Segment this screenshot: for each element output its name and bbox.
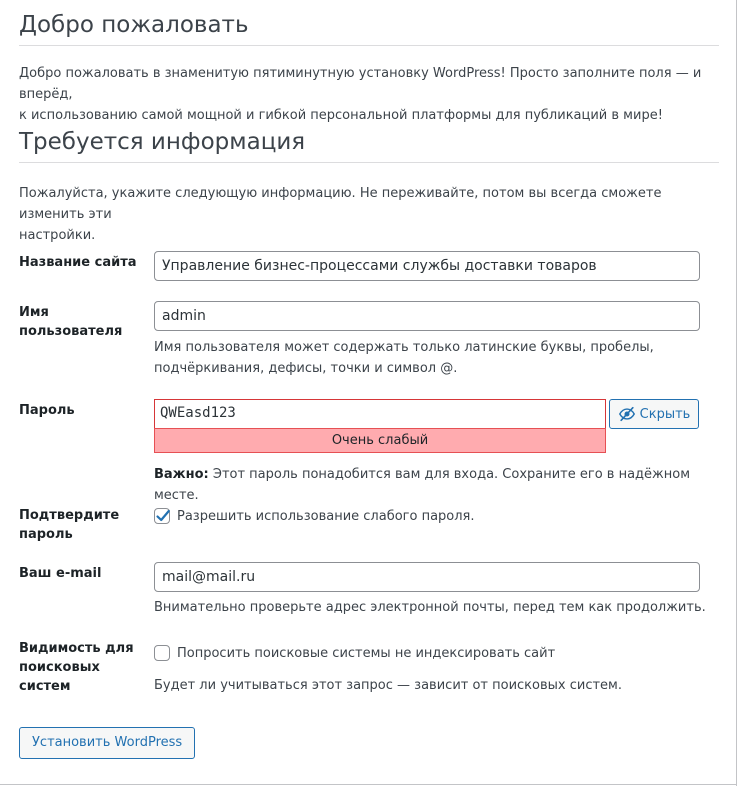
username-input[interactable] <box>154 301 700 331</box>
password-important-text: Этот пароль понадобится вам для входа. Сохраните его в надёжном месте. <box>154 467 691 503</box>
info-title: Требуется информация <box>19 129 306 155</box>
eye-slash-icon <box>618 405 636 423</box>
username-hint-line2: подчёркивания, дефисы, точки и символ @. <box>154 361 458 376</box>
weak-password-checkbox-label: Разрешить использование слабого пароля. <box>177 508 475 524</box>
password-strength-meter: Очень слабый <box>154 428 606 453</box>
username-value: admin <box>162 308 206 324</box>
welcome-divider <box>19 45 719 46</box>
welcome-text-line1: Добро пожаловать в знаменитую пятиминутную установку WordPress! Просто заполните поля — и вперёд, <box>19 66 702 102</box>
site-title-input[interactable] <box>154 251 700 281</box>
no-index-checkbox[interactable] <box>154 645 170 661</box>
info-text-line1: Пожалуйста, укажите следующую информацию. Не переживайте, потом вы всегда сможете изменить эти <box>19 186 662 222</box>
welcome-text-line2: к использованию самой мощной и гибкой персональной платформы для публикаций в мире! <box>19 108 663 123</box>
confirm-label-line1: Подтвердите <box>19 508 120 523</box>
username-label <box>19 303 139 341</box>
visibility-label-line1: Видимость для <box>19 641 134 656</box>
site-title-value: Управление бизнес-процессами службы доставки товаров <box>162 258 597 274</box>
email-value: mail@mail.ru <box>162 569 256 585</box>
password-label: Пароль <box>19 403 75 418</box>
no-index-checkbox-row[interactable] <box>154 645 555 661</box>
password-input[interactable] <box>154 399 606 429</box>
site-title-label: Название сайта <box>19 255 137 270</box>
checkmark-icon <box>153 506 173 526</box>
info-text <box>19 183 719 246</box>
confirm-password-label <box>19 506 139 544</box>
install-wordpress-button[interactable]: Установить WordPress <box>19 727 195 759</box>
email-label: Ваш e-mail <box>19 566 102 581</box>
email-hint: Внимательно проверьте адрес электронной почты, перед тем как продолжить. <box>154 600 706 615</box>
password-important-note <box>154 464 714 506</box>
search-visibility-hint: Будет ли учитываться этот запрос — зависит от поисковых систем. <box>154 678 622 693</box>
username-hint-line1: Имя пользователя может содержать только латинские буквы, пробелы, <box>154 340 654 355</box>
confirm-label-line2: пароль <box>19 527 73 542</box>
no-index-checkbox-label: Попросить поисковые системы не индексировать сайт <box>177 645 556 661</box>
username-label-line1: Имя <box>19 305 49 320</box>
password-important-label: Важно: <box>154 467 209 482</box>
welcome-title: Добро пожаловать <box>19 12 249 38</box>
welcome-text <box>19 63 719 126</box>
visibility-label-line3: систем <box>19 679 71 694</box>
password-value: QWEasd123 <box>160 405 236 421</box>
weak-password-checkbox[interactable] <box>154 508 170 524</box>
weak-password-checkbox-row[interactable] <box>154 508 475 524</box>
email-input[interactable] <box>154 562 700 592</box>
username-hint <box>154 337 714 379</box>
page-bottom-border <box>0 784 737 785</box>
hide-password-label: Скрыть <box>639 406 691 422</box>
info-divider <box>19 162 719 163</box>
search-visibility-label <box>19 639 139 696</box>
username-label-line2: пользователя <box>19 324 123 339</box>
visibility-label-line2: поисковых <box>19 660 100 675</box>
hide-password-button[interactable] <box>609 399 699 429</box>
info-text-line2: настройки. <box>19 228 96 243</box>
